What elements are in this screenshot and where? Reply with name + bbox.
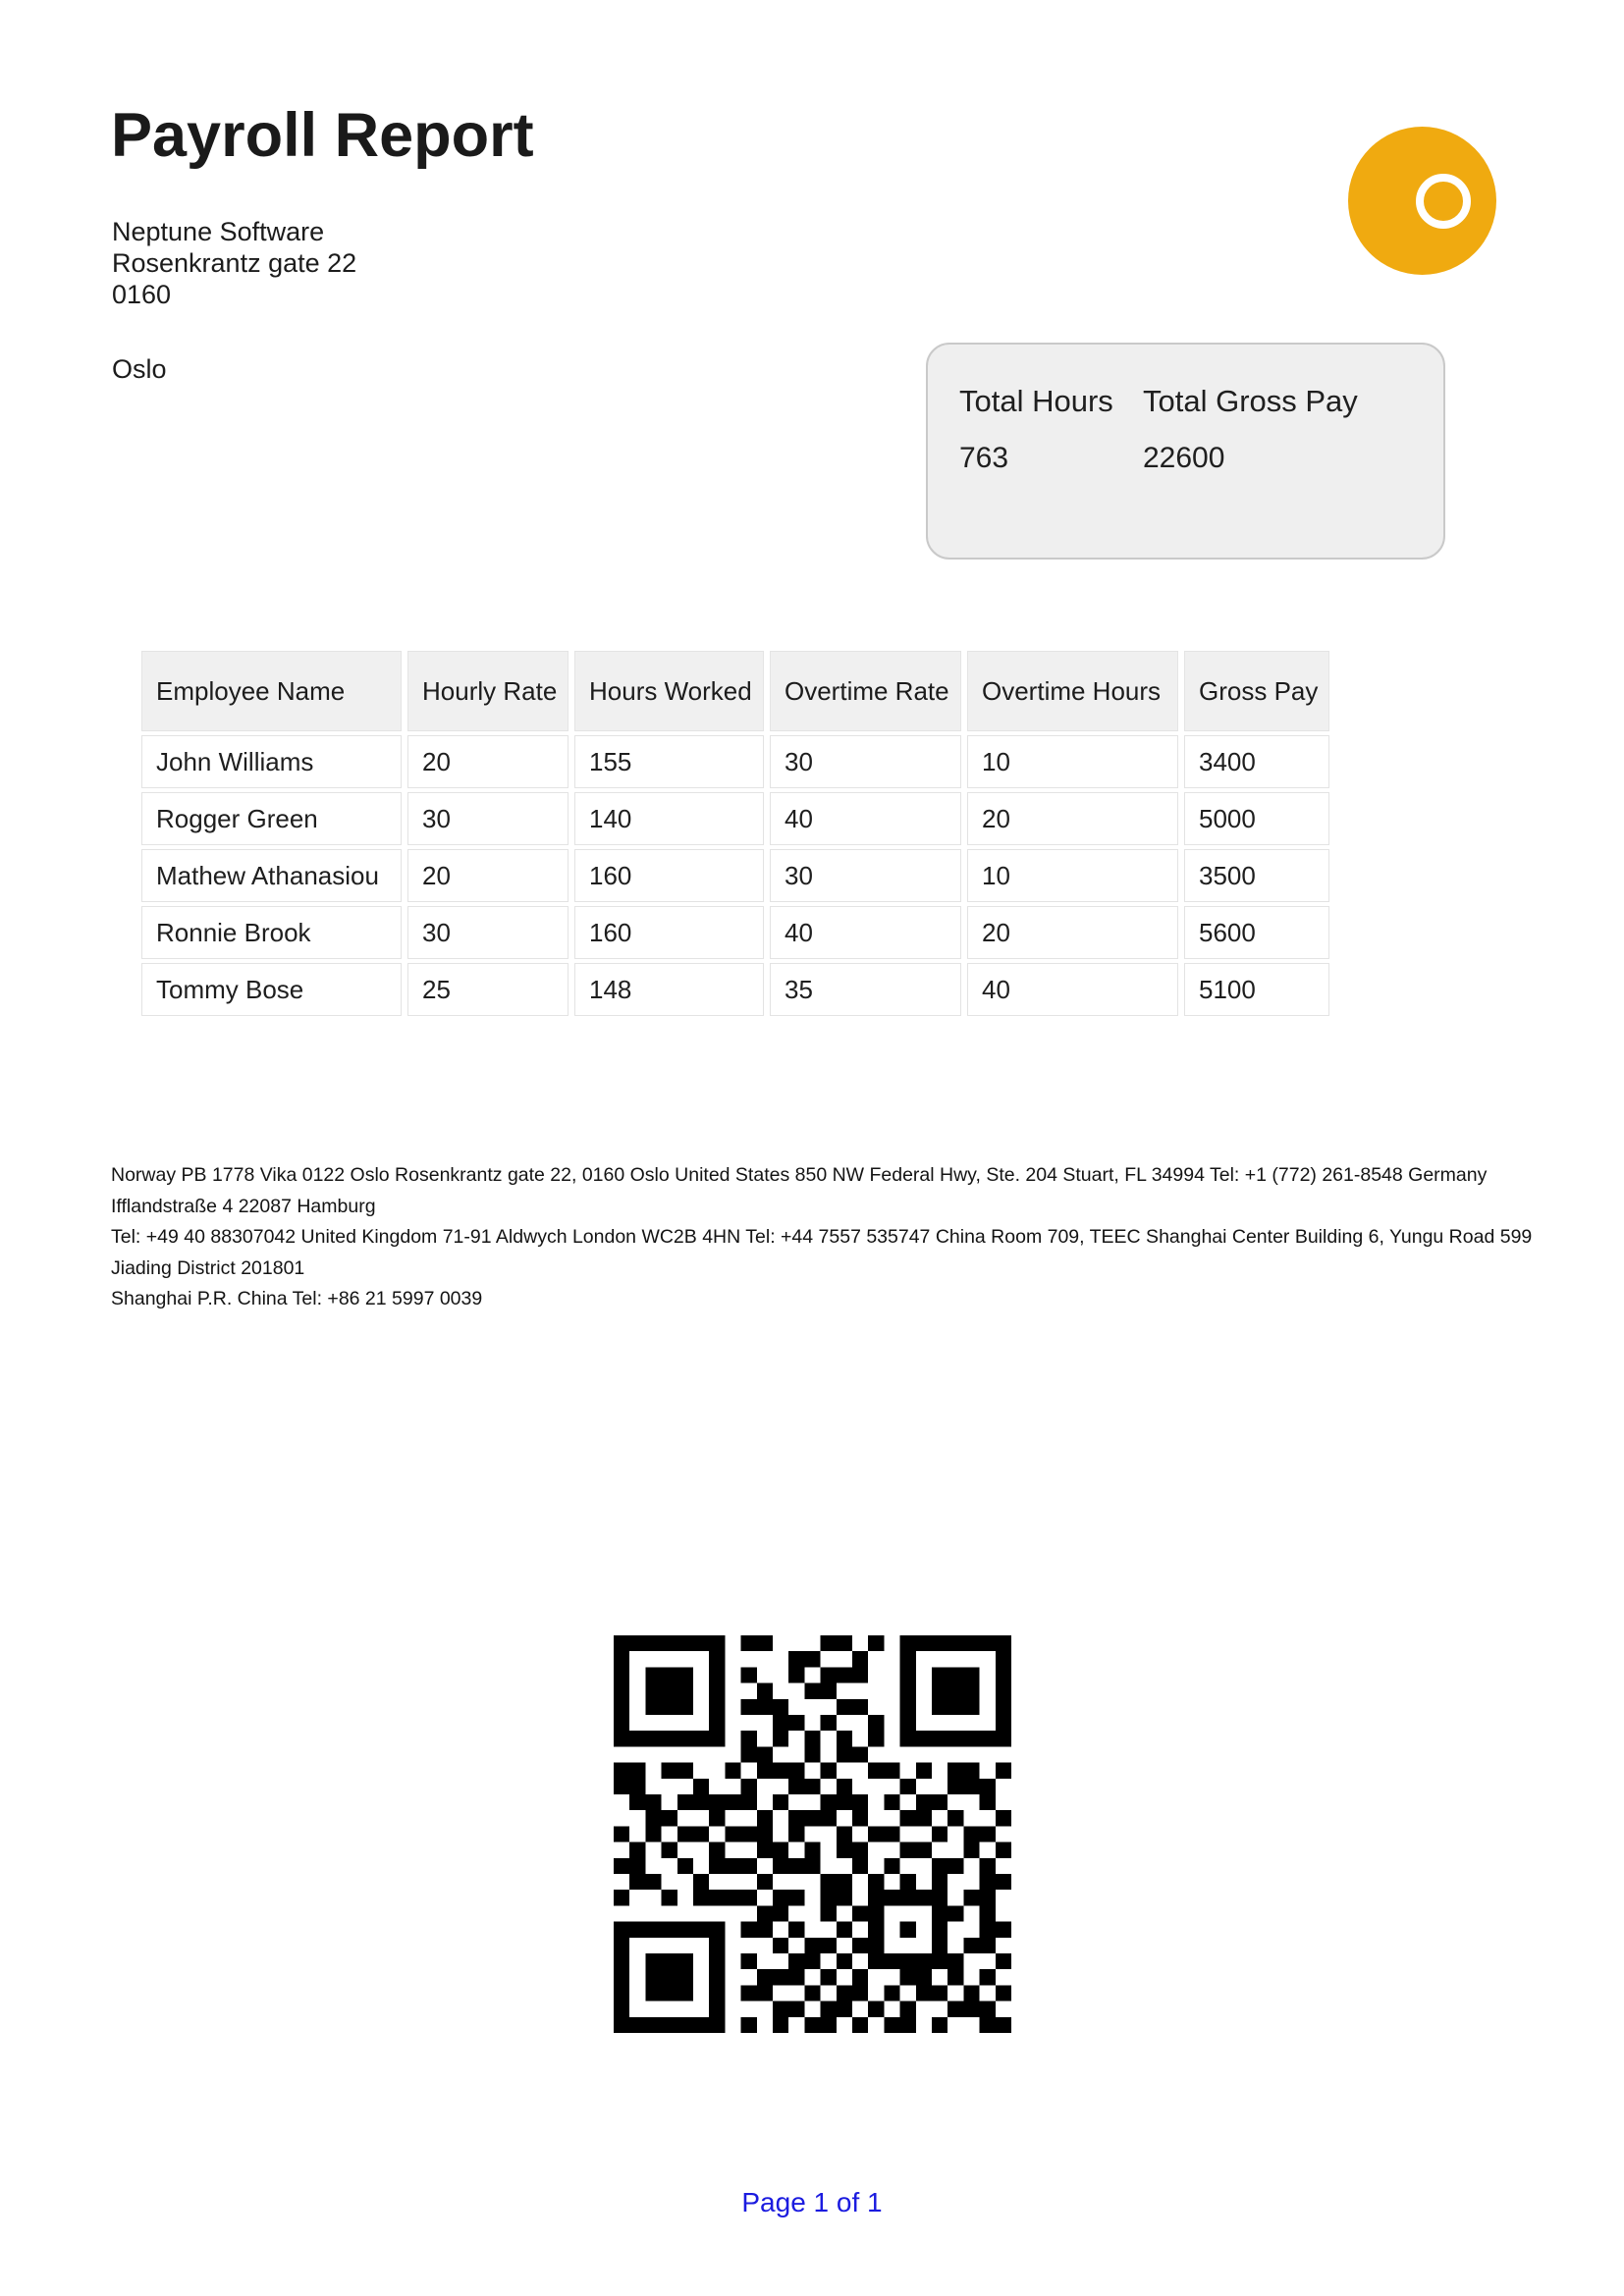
- table-cell: Rogger Green: [141, 792, 402, 845]
- table-cell: 20: [967, 792, 1178, 845]
- table-row: [141, 963, 1329, 1016]
- legal-footer-line: Shanghai P.R. China Tel: +86 21 5997 0039: [111, 1288, 483, 1309]
- table-cell: 30: [407, 906, 568, 959]
- payroll-table-body: [141, 735, 1329, 1016]
- qr-code: [614, 1635, 1011, 2033]
- table-cell: 3500: [1184, 849, 1329, 902]
- table-cell: 20: [407, 735, 568, 788]
- legal-footer-line: Tel: +49 40 88307042 United Kingdom 71-91 Aldwych London WC2B 4HN Tel: +44 7557 535747 China Room 709, TEEC Shanghai Center Building 6, Yungu Road 599 Jiading District 201801: [111, 1226, 1533, 1279]
- table-cell: John Williams: [141, 735, 402, 788]
- table-row: [141, 849, 1329, 902]
- table-cell: 3400: [1184, 735, 1329, 788]
- table-cell: 148: [574, 963, 764, 1016]
- table-cell: 140: [574, 792, 764, 845]
- company-logo-icon: [1348, 127, 1496, 275]
- table-cell: 155: [574, 735, 764, 788]
- table-cell: Ronnie Brook: [141, 906, 402, 959]
- table-cell: Tommy Bose: [141, 963, 402, 1016]
- table-row: [141, 906, 1329, 959]
- legal-footer-text: [111, 1160, 1544, 1315]
- company-address-block: [112, 216, 356, 385]
- summary-total-hours: [959, 384, 1143, 558]
- table-row: [141, 792, 1329, 845]
- table-cell: 160: [574, 906, 764, 959]
- column-header-overtime-rate: Overtime Rate: [770, 651, 961, 731]
- table-cell: Mathew Athanasiou: [141, 849, 402, 902]
- column-header-hourly-rate: Hourly Rate: [407, 651, 568, 731]
- company-city: Oslo: [112, 354, 167, 384]
- company-name: Neptune Software: [112, 217, 325, 246]
- table-cell: 20: [967, 906, 1178, 959]
- company-postal-code: 0160: [112, 280, 172, 309]
- table-cell: 40: [770, 792, 961, 845]
- table-cell: 40: [967, 963, 1178, 1016]
- logo-ring-icon: [1416, 174, 1471, 229]
- legal-footer-line: Norway PB 1778 Vika 0122 Oslo Rosenkrantz gate 22, 0160 Oslo United States 850 NW Federal Hwy, Ste. 204 Stuart, FL 34994 Tel: +1 (772) 261-8548 Germany Ifflandstraße 4 22087 Hamburg: [111, 1164, 1488, 1217]
- table-cell: 5600: [1184, 906, 1329, 959]
- summary-box: [926, 343, 1445, 560]
- table-cell: 5000: [1184, 792, 1329, 845]
- total-hours-value: 763: [959, 442, 1009, 474]
- column-header-gross-pay: Gross Pay: [1184, 651, 1329, 731]
- table-cell: 30: [770, 849, 961, 902]
- table-cell: 30: [770, 735, 961, 788]
- table-cell: 30: [407, 792, 568, 845]
- payroll-table: [135, 647, 1335, 1020]
- table-cell: 5100: [1184, 963, 1329, 1016]
- payroll-table-header: [141, 651, 1329, 731]
- table-cell: 10: [967, 849, 1178, 902]
- total-gross-pay-value: 22600: [1143, 442, 1225, 474]
- table-row: [141, 735, 1329, 788]
- column-header-hours-worked: Hours Worked: [574, 651, 764, 731]
- total-hours-label: Total Hours: [959, 384, 1113, 418]
- page-indicator: Page 1 of 1: [741, 2187, 883, 2217]
- company-street: Rosenkrantz gate 22: [112, 248, 357, 278]
- summary-total-gross-pay: [1143, 384, 1358, 558]
- table-cell: 10: [967, 735, 1178, 788]
- page-title: Payroll Report: [111, 101, 534, 170]
- table-cell: 35: [770, 963, 961, 1016]
- total-gross-pay-label: Total Gross Pay: [1143, 384, 1358, 418]
- table-cell: 160: [574, 849, 764, 902]
- table-cell: 25: [407, 963, 568, 1016]
- table-cell: 40: [770, 906, 961, 959]
- column-header-employee-name: Employee Name: [141, 651, 402, 731]
- column-header-overtime-hours: Overtime Hours: [967, 651, 1178, 731]
- table-cell: 20: [407, 849, 568, 902]
